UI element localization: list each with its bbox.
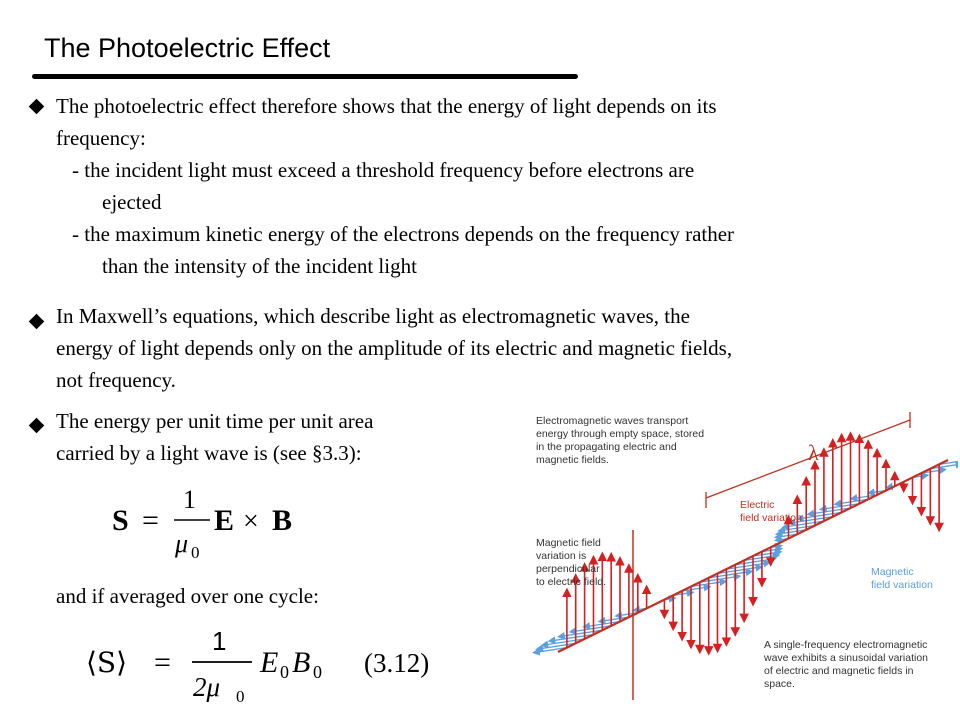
- eq1-times: ×: [243, 506, 259, 537]
- eq2-b-sub: 0: [313, 662, 322, 682]
- bullet-3-line: The energy per unit time per unit area: [56, 409, 374, 433]
- magnetic-left-label: Magnetic field: [536, 537, 601, 549]
- eq1-e: E: [214, 504, 235, 537]
- poynting-vector-equation: [108, 478, 308, 564]
- electric-label: field variation: [740, 512, 802, 524]
- subpoint-dash: -: [72, 222, 79, 246]
- caption-top-line: magnetic fields.: [536, 454, 609, 466]
- eq2-e-sub: 0: [280, 662, 289, 682]
- subpoint-line: ejected: [102, 190, 162, 214]
- subpoint-line: the incident light must exceed a threshold frequency before electrons are: [84, 158, 695, 182]
- caption-bottom-line: of electric and magnetic fields in: [764, 665, 914, 677]
- bullet-2-line: In Maxwell’s equations, which describe light as electromagnetic waves, the: [56, 304, 690, 328]
- caption-top-line: energy through empty space, stored: [536, 428, 705, 440]
- wavelength-label: λ: [808, 440, 819, 465]
- magnetic-left-label: to electric field.: [536, 576, 607, 588]
- eq2-lhs: ⟨S⟩: [86, 646, 128, 679]
- eq1-lhs: S: [112, 504, 129, 537]
- slide-title: The Photoelectric Effect: [44, 33, 331, 63]
- averaged-text: and if averaged over one cycle:: [56, 584, 319, 608]
- caption-top-line: Electromagnetic waves transport: [536, 415, 689, 427]
- bullet-2-line: energy of light depends only on the amplitude of its electric and magnetic fields,: [56, 336, 733, 360]
- bullet-1-line: The photoelectric effect therefore shows that the energy of light depends on its: [56, 94, 717, 118]
- bullet-2-text: [56, 300, 732, 396]
- subpoint-line: the maximum kinetic energy of the electrons depends on the frequency rather: [84, 222, 735, 246]
- eq1-numerator: 1: [183, 485, 196, 514]
- caption-top-line: in the propagating electric and: [536, 441, 677, 453]
- magnetic-right-label: Magnetic: [871, 566, 914, 578]
- caption-bottom-line: wave exhibits a sinusoidal variation: [764, 652, 929, 664]
- bullet-diamond-icon: [29, 99, 45, 115]
- eq2-denominator-sub: 0: [236, 687, 245, 706]
- eq1-denominator-sub: 0: [191, 543, 200, 562]
- bullet-diamond-icon: [29, 418, 45, 434]
- magnetic-right-label: field variation: [871, 579, 933, 591]
- subpoint-2: [72, 218, 734, 282]
- magnetic-left-label: perpendicular: [536, 563, 600, 575]
- eq2-numerator: 1: [212, 626, 227, 656]
- eq1-equals: =: [142, 504, 159, 537]
- bullet-3-text: [56, 405, 373, 469]
- bullet-2-line: not frequency.: [56, 368, 176, 392]
- bullet-1-line: frequency:: [56, 126, 146, 150]
- bullet-1-text: [56, 90, 717, 154]
- bullet-3-line: carried by a light wave is (see §3.3):: [56, 441, 362, 465]
- caption-bottom-line: A single-frequency electromagnetic: [764, 639, 928, 651]
- eq2-e: E: [260, 646, 279, 679]
- caption-bottom-line: space.: [764, 678, 795, 690]
- eq1-b: B: [272, 504, 293, 537]
- magnetic-left-label: variation is: [536, 550, 587, 562]
- eq2-equals: =: [154, 646, 171, 679]
- subpoint-dash: -: [72, 158, 79, 182]
- eq2-b: B: [292, 646, 311, 679]
- em-wave-figure: [528, 400, 958, 716]
- subpoint-line: than the intensity of the incident light: [102, 254, 417, 278]
- electric-label: Electric: [740, 499, 775, 511]
- eq2-number: (3.12): [364, 648, 430, 678]
- subpoint-1: [72, 154, 694, 218]
- bullet-diamond-icon: [29, 314, 45, 330]
- title-underline: [32, 74, 578, 79]
- average-intensity-equation: [84, 616, 464, 712]
- eq1-denominator: μ: [175, 529, 189, 558]
- eq2-denominator: 2μ: [193, 672, 221, 702]
- magnetic-field-arrows: [536, 459, 958, 652]
